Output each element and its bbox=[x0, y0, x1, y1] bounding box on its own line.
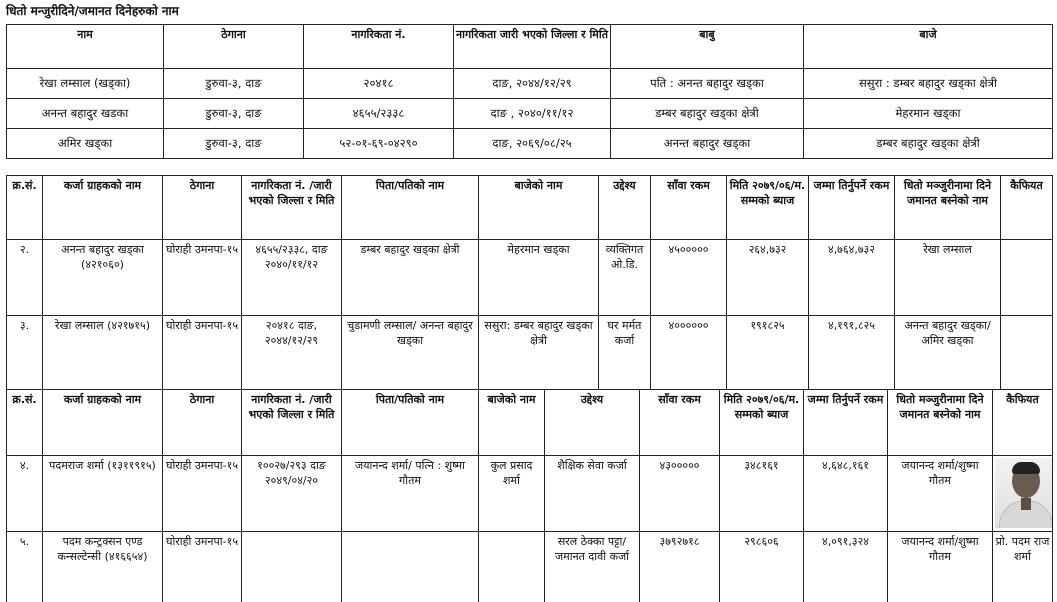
table-cell: रेखा लम्साल bbox=[895, 240, 1001, 316]
column-header: क्र.सं. bbox=[7, 390, 43, 456]
table-cell bbox=[242, 532, 342, 602]
table-cell: २. bbox=[7, 240, 43, 316]
table-cell: २६४,७३२ bbox=[727, 240, 809, 316]
table-cell: ३. bbox=[7, 316, 43, 390]
column-header: जम्मा तिर्नुपर्ने रकम bbox=[804, 390, 888, 456]
table-cell: ४,१९१,८२५ bbox=[809, 316, 895, 390]
column-header: उद्देश्य bbox=[599, 176, 651, 240]
photo-cell bbox=[993, 456, 1053, 532]
table-cell: ४६५५/२३३८, दाङ २०४०/११/१२ bbox=[242, 240, 342, 316]
column-header: बाजेको नाम bbox=[479, 176, 599, 240]
table-cell: ४५००००० bbox=[651, 240, 727, 316]
table-cell: २०४१८ दाङ, २०४४/१२/२९ bbox=[242, 316, 342, 390]
loan-table-b bbox=[6, 389, 1053, 602]
column-header: पिता/पतिको नाम bbox=[342, 176, 479, 240]
column-header: धितो मञ्जुरीनामा दिने जमानत बस्नेको नाम bbox=[888, 390, 993, 456]
table-cell: ३४८१६१ bbox=[720, 456, 804, 532]
table-header-row bbox=[7, 390, 1053, 456]
table-cell: २०४१८ bbox=[304, 69, 454, 99]
table-cell: मेहरमान खड्का bbox=[804, 99, 1053, 129]
table-cell: जयानन्द शर्मा/शुष्मा गौतम bbox=[888, 532, 993, 602]
table-cell: १००२७/२९३ दाङ २०४९/०४/२० bbox=[242, 456, 342, 532]
column-header: साँवा रकम bbox=[651, 176, 727, 240]
table-row bbox=[7, 456, 1053, 532]
table-header-row bbox=[7, 176, 1053, 240]
table-cell: सरल ठेक्का पट्टा/जमानत दावी कर्जा bbox=[545, 532, 640, 602]
table-row bbox=[7, 316, 1053, 390]
table-cell: रेखा लम्साल (४२१७१५) bbox=[43, 316, 163, 390]
column-header: उद्देश्य bbox=[545, 390, 640, 456]
table-cell: ससुरा: डम्बर बहादुर खड्का क्षेत्री bbox=[479, 316, 599, 390]
loan-table-a bbox=[6, 175, 1053, 390]
column-header: नागरिकता नं. /जारी भएको जिल्ला र मिति bbox=[242, 390, 342, 456]
photo-neck bbox=[1021, 498, 1031, 510]
column-header: क्र.सं. bbox=[7, 176, 43, 240]
column-header: कर्जा ग्राहकको नाम bbox=[43, 176, 163, 240]
table-cell: व्यक्तिगत ओ.डि. bbox=[599, 240, 651, 316]
column-header: बाजे bbox=[804, 25, 1053, 69]
column-header: बाबु bbox=[611, 25, 804, 69]
table-cell: ससुरा : डम्बर बहादुर खड्का क्षेत्री bbox=[804, 69, 1053, 99]
table-row bbox=[7, 69, 1053, 99]
table-cell: ५२-०१-६९-०४२९० bbox=[304, 129, 454, 159]
table-cell: अनन्त बहादुर खडका bbox=[7, 99, 164, 129]
table-row bbox=[7, 99, 1053, 129]
table-cell: जयानन्द शर्मा/शुष्मा गौतम bbox=[888, 456, 993, 532]
photo-hair bbox=[1012, 462, 1040, 474]
table-row bbox=[7, 532, 1053, 602]
table-cell: अनन्त बहादुर खड्का bbox=[611, 129, 804, 159]
column-header: मिति २०७९/०६/म. सम्मको ब्याज bbox=[720, 390, 804, 456]
column-header: कैफियत bbox=[1001, 176, 1053, 240]
table-cell: दाङ , २०४०/११/१२ bbox=[454, 99, 611, 129]
table-cell: ४. bbox=[7, 456, 43, 532]
column-header: ठेगाना bbox=[163, 176, 242, 240]
table-cell: चुडामणी लम्साल/ अनन्त बहादुर खड्का bbox=[342, 316, 479, 390]
table-cell: घोराही उमनपा-१५ bbox=[163, 456, 242, 532]
table-cell: मेहरमान खड्का bbox=[479, 240, 599, 316]
table-cell: घोराही उमनपा-१५ bbox=[163, 532, 242, 602]
table-cell: घोराही उमनपा-१५ bbox=[163, 316, 242, 390]
column-header: बाजेको नाम bbox=[479, 390, 545, 456]
table-row bbox=[7, 129, 1053, 159]
table-cell: दाङ, २०४४/१२/२९ bbox=[454, 69, 611, 99]
column-header: ठेगाना bbox=[164, 25, 304, 69]
table-cell bbox=[1001, 316, 1053, 390]
table-cell: कुल प्रसाद शर्मा bbox=[479, 456, 545, 532]
table-cell: अनन्त बहादुर खड्का (४२१०६०) bbox=[43, 240, 163, 316]
table-cell: ३७९२७१८ bbox=[640, 532, 720, 602]
column-header: मिति २०७९/०६/म. सम्मको ब्याज bbox=[727, 176, 809, 240]
table-cell: डम्बर बहादुर खड्का क्षेत्री bbox=[804, 129, 1053, 159]
table-cell: शैक्षिक सेवा कर्जा bbox=[545, 456, 640, 532]
table-cell bbox=[479, 532, 545, 602]
table-cell: पदम कन्ट्रक्सन एण्ड कन्सल्टेन्सी (४१६६५४) bbox=[43, 532, 163, 602]
table-cell: ४,७६४,७३२ bbox=[809, 240, 895, 316]
column-header: जम्मा तिर्नुपर्ने रकम bbox=[809, 176, 895, 240]
table-cell: दाङ, २०६९/०८/२५ bbox=[454, 129, 611, 159]
table-cell: रेखा लम्साल (खड्का) bbox=[7, 69, 164, 99]
table-cell: प्रो. पदम राज शर्मा bbox=[993, 532, 1053, 602]
table-cell: डुरुवा-३, दाङ bbox=[164, 99, 304, 129]
table-cell: पदमराज शर्मा (१३११९१५) bbox=[43, 456, 163, 532]
borrower-photo bbox=[995, 458, 1053, 528]
column-header: कर्जा ग्राहकको नाम bbox=[43, 390, 163, 456]
table-cell: घोराही उमनपा-१५ bbox=[163, 240, 242, 316]
column-header: कैफियत bbox=[993, 390, 1053, 456]
table-cell: १९१८२५ bbox=[727, 316, 809, 390]
table-header-row bbox=[7, 25, 1053, 69]
table-cell: पति : अनन्त बहादुर खड्का bbox=[611, 69, 804, 99]
column-header: नाम bbox=[7, 25, 164, 69]
guarantor-table bbox=[6, 24, 1053, 159]
table-cell: घर मर्मत कर्जा bbox=[599, 316, 651, 390]
table-cell: ४६५५/२३३८ bbox=[304, 99, 454, 129]
column-header: ठेगाना bbox=[163, 390, 242, 456]
table-cell bbox=[1001, 240, 1053, 316]
table-cell: ४,०९१,३२४ bbox=[804, 532, 888, 602]
table-cell: ४०००००० bbox=[651, 316, 727, 390]
column-header: नागरिकता नं. bbox=[304, 25, 454, 69]
section-heading: धितो मन्जुरीदिने/जमानत दिनेहरुको नाम bbox=[6, 4, 179, 18]
table-cell: डम्बर बहादुर खड्का क्षेत्री bbox=[342, 240, 479, 316]
table-cell: डुरुवा-३, दाङ bbox=[164, 129, 304, 159]
table-cell: २९८६०६ bbox=[720, 532, 804, 602]
table-cell: डम्बर बहादुर खड्का क्षेत्री bbox=[611, 99, 804, 129]
table-cell: अमिर खड्का bbox=[7, 129, 164, 159]
table-cell: ४,६४८,१६१ bbox=[804, 456, 888, 532]
table-row bbox=[7, 240, 1053, 316]
table-cell: जयानन्द शर्मा/ पत्नि : शुष्मा गौतम bbox=[342, 456, 479, 532]
column-header: धितो मञ्जुरीनामा दिने जमानत बस्नेको नाम bbox=[895, 176, 1001, 240]
table-cell bbox=[342, 532, 479, 602]
column-header: नागरिकता नं. /जारी भएको जिल्ला र मिति bbox=[242, 176, 342, 240]
table-cell: ४३००००० bbox=[640, 456, 720, 532]
column-header: पिता/पतिको नाम bbox=[342, 390, 479, 456]
table-cell: अनन्त बहादुर खड्का/अमिर खड्का bbox=[895, 316, 1001, 390]
column-header: नागरिकता जारी भएको जिल्ला र मिति bbox=[454, 25, 611, 69]
table-cell: ५. bbox=[7, 532, 43, 602]
table-cell: डुरुवा-३, दाङ bbox=[164, 69, 304, 99]
column-header: साँवा रकम bbox=[640, 390, 720, 456]
